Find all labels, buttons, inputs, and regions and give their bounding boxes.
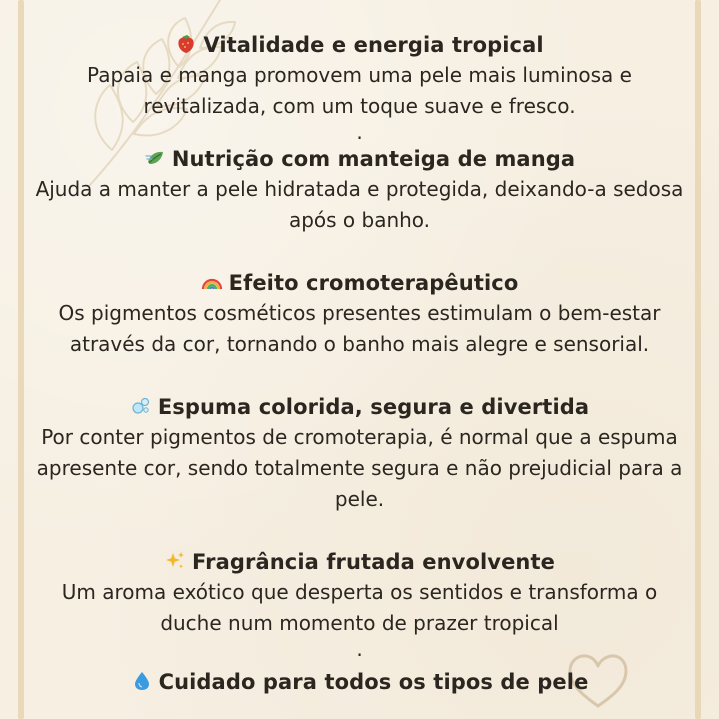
- benefit-description: Papaia e manga promovem uma pele mais luminosa e revitalizada, com um toque suave e fresco.: [87, 63, 632, 118]
- benefit-chromotherapy: [28, 268, 691, 360]
- benefit-description: Os pigmentos cosméticos presentes estimulam o bem-estar através da cor, tornando o banho mais alegre e sensorial.: [58, 301, 661, 356]
- spacer: [28, 236, 691, 268]
- benefit-heading-text: Vitalidade e energia tropical: [203, 33, 544, 57]
- benefit-heading-text: Nutrição com manteiga de manga: [171, 147, 576, 171]
- benefit-heading-text: Fragrância frutada envolvente: [192, 550, 555, 574]
- benefit-description: Um aroma exótico que desperta os sentidos e transforma o duche num momento de prazer tropical: [61, 580, 658, 635]
- bubbles-icon: [130, 395, 152, 417]
- rainbow-icon: [201, 271, 223, 293]
- separator-dot: .: [356, 637, 363, 661]
- benefit-fragrance: [28, 547, 691, 661]
- benefits-list: [28, 30, 691, 697]
- spacer: [28, 515, 691, 547]
- left-border: [18, 0, 24, 719]
- leaf-wind-icon: [144, 147, 166, 169]
- spacer: [28, 360, 691, 392]
- benefit-foam: [28, 392, 691, 515]
- benefit-heading: [28, 30, 691, 60]
- benefit-heading-text: Espuma colorida, segura e divertida: [157, 395, 590, 419]
- right-border: [695, 0, 701, 719]
- sparkles-icon: [164, 550, 186, 572]
- benefit-care: [28, 667, 691, 697]
- benefit-heading: [28, 392, 691, 422]
- benefit-heading: [28, 667, 691, 697]
- benefit-heading: [28, 144, 691, 174]
- droplet-icon: [131, 670, 153, 692]
- separator-dot: .: [356, 120, 363, 144]
- benefit-nutrition: [28, 144, 691, 236]
- strawberry-icon: [175, 33, 197, 55]
- benefit-heading: [28, 268, 691, 298]
- benefit-description: Ajuda a manter a pele hidratada e protegida, deixando-a sedosa após o banho.: [35, 177, 684, 232]
- benefit-heading-text: Efeito cromoterapêutico: [228, 271, 519, 295]
- benefit-vitality: [28, 30, 691, 144]
- benefit-heading: [28, 547, 691, 577]
- benefit-description: Por conter pigmentos de cromoterapia, é normal que a espuma apresente cor, sendo totalmente segura e não prejudicial para a pele.: [36, 425, 683, 511]
- benefit-heading-text: Cuidado para todos os tipos de pele: [158, 670, 589, 694]
